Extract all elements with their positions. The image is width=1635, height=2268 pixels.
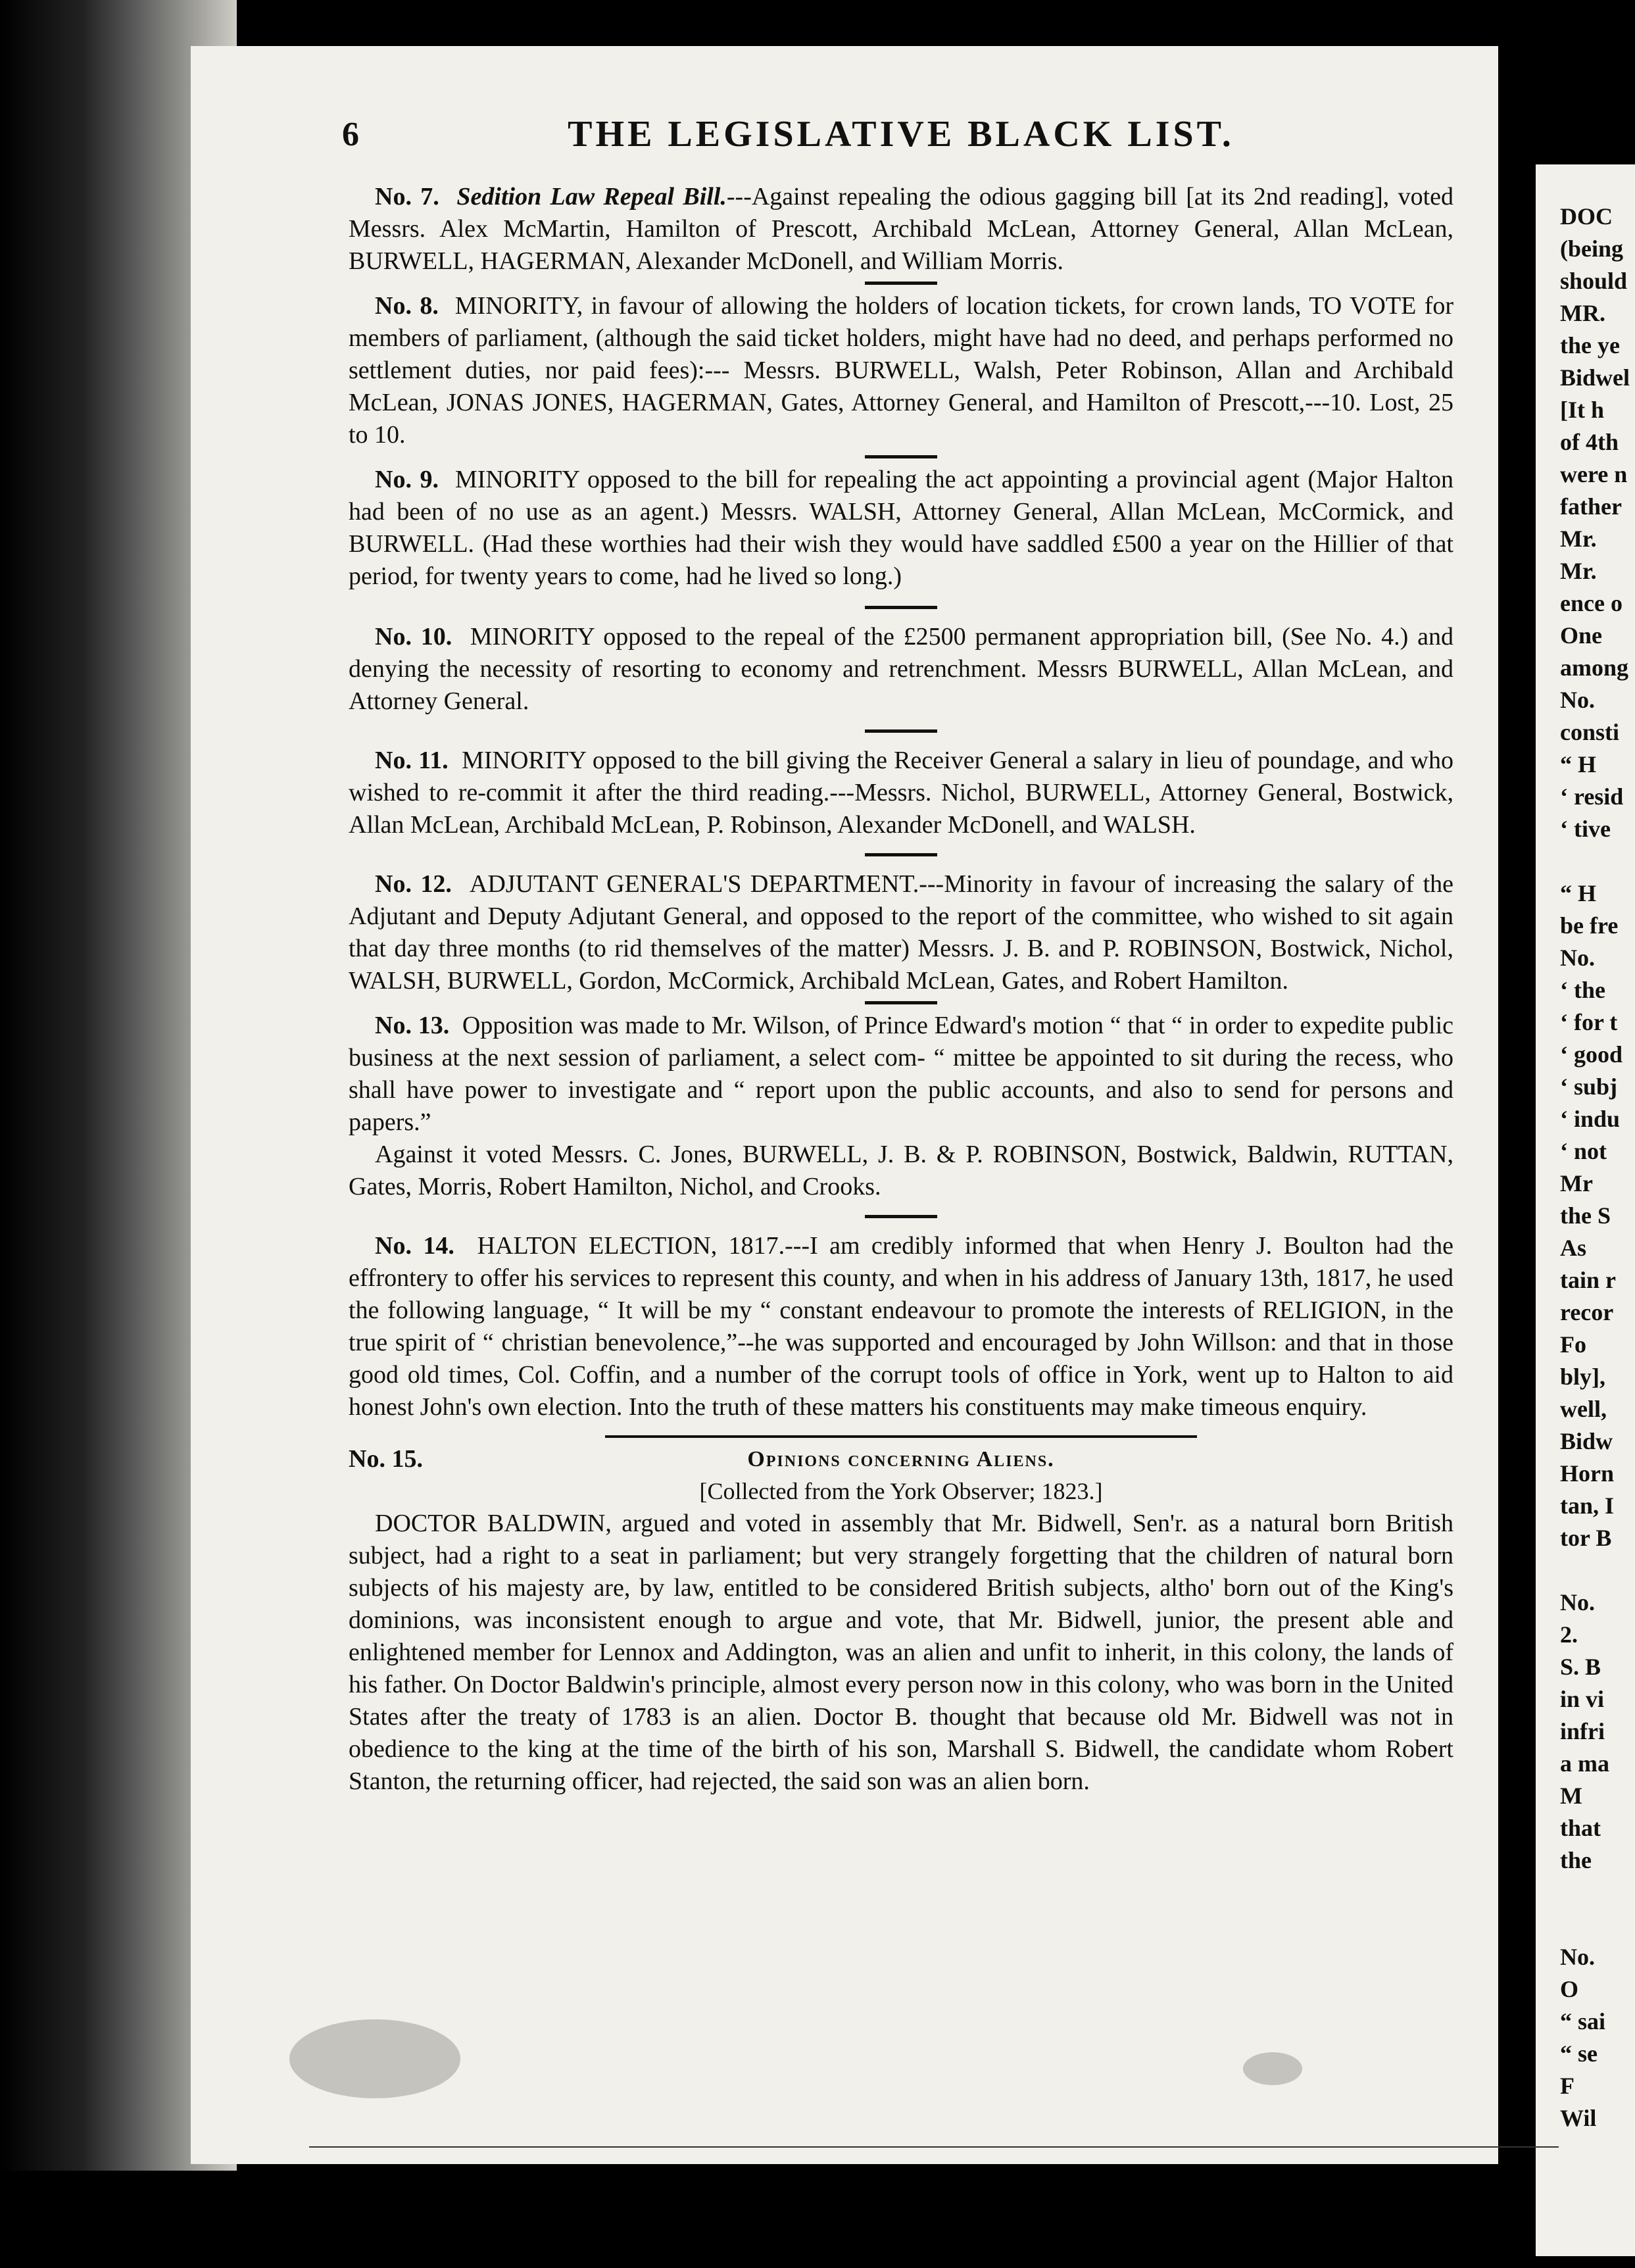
facing-page-fragment: the ye xyxy=(1560,332,1620,358)
entry-no-12 xyxy=(349,868,1453,997)
page-gutter xyxy=(1498,0,1536,2268)
entry-no-10 xyxy=(349,621,1453,718)
facing-page-fragment: “ se xyxy=(1560,2040,1598,2067)
page-header xyxy=(342,114,1453,181)
facing-page-fragment: Bidwel xyxy=(1560,364,1630,391)
facing-page-fragment xyxy=(1560,845,1630,877)
facing-page-fragment: well, xyxy=(1560,1396,1607,1422)
facing-page-fragment: ‘ indu xyxy=(1560,1106,1621,1132)
facing-page-fragment: of 4th xyxy=(1560,429,1619,455)
entry-no-7 xyxy=(349,181,1453,278)
facing-page-fragment: “ H xyxy=(1560,751,1597,777)
facing-page-fragment: the xyxy=(1560,1847,1592,1873)
facing-page-fragment: should xyxy=(1560,268,1628,294)
facing-page-fragment: ‘ resid xyxy=(1560,783,1624,810)
facing-page-fragment: tor B xyxy=(1560,1525,1612,1551)
entry-number: No. 14. xyxy=(375,1232,454,1260)
facing-page-fragment: Bidw xyxy=(1560,1428,1613,1454)
entry-no-15 xyxy=(349,1443,1453,1798)
facing-page-fragment: MR. xyxy=(1560,300,1605,326)
entry-number: No. 12. xyxy=(375,870,452,898)
facing-page-fragment: F xyxy=(1560,2073,1574,2099)
facing-page-fragment: No. xyxy=(1560,945,1595,971)
section-subheading: [Collected from the York Observer; 1823.] xyxy=(699,1478,1103,1504)
facing-page-fragment: bly], xyxy=(1560,1364,1606,1390)
facing-page-fragment: Mr. xyxy=(1560,526,1597,552)
entry-text: HALTON ELECTION, 1817.---I am credibly informed that when Henry J. Boulton had the effrontery to offer his services to represent this county, and when in his address of January 13th, 1817, he used the following language, “ It will be my “ constant endeavour to promote the interests of RELIGION, in the true spirit of “ christian benevolence,”--he was supported and encouraged by John Willson: and that in those good old times, Col. Coffin, and a number of the corrupt tools of office in York, went up to Halton to aid honest John's own election. Into the truth of these matters his constituents may make timeous enquiry. xyxy=(349,1232,1453,1421)
page-number: 6 xyxy=(342,116,359,153)
facing-page-fragment: the S xyxy=(1560,1202,1611,1229)
facing-page-fragment: infri xyxy=(1560,1718,1605,1744)
separator-rule xyxy=(865,1001,937,1004)
facing-page-fragment: consti xyxy=(1560,719,1619,745)
facing-page-fragment: in vi xyxy=(1560,1686,1605,1712)
facing-page-fragment: recor xyxy=(1560,1299,1614,1325)
entry-text: MINORITY opposed to the bill giving the Receiver General a salary in lieu of poundage, and who wished to re-commit it after the third reading.---Messrs. Nichol, BURWELL, Attorney General, Bostwick, Allan McLean, Archibald McLean, P. Robinson, Alexander McDonell, and WALSH. xyxy=(349,747,1454,839)
facing-page-fragment: father xyxy=(1560,493,1622,520)
separator-rule-wide xyxy=(605,1435,1197,1438)
facing-page-fragment: ence o xyxy=(1560,590,1623,616)
entry-text: MINORITY, in favour of allowing the holders of location tickets, for crown lands, TO VOTE for members of parliament, (although the said ticket holders, might have had no deed, and perhaps performed no settlement duties, nor paid fees):--- Messrs. BURWELL, Walsh, Peter Robinson, Allan and Archibald McLean, JONAS JONES, HAGERMAN, Gates, Attorney General, and Hamilton of Prescott,---10. Lost, 25 to 10. xyxy=(349,292,1453,449)
scan-line xyxy=(309,2146,1559,2148)
facing-page-fragment xyxy=(1560,1909,1630,1941)
separator-rule xyxy=(865,606,937,609)
facing-page-fragment: As xyxy=(1560,1235,1587,1261)
facing-page-fragment: among xyxy=(1560,654,1629,681)
facing-page-fragment: No. xyxy=(1560,1589,1595,1615)
facing-page-fragment xyxy=(1560,1877,1630,1909)
facing-page-fragment: “ sai xyxy=(1560,2008,1606,2034)
facing-page-fragment xyxy=(1560,1554,1630,1587)
entry-no-13 xyxy=(349,1010,1453,1203)
facing-page-fragment: DOC xyxy=(1560,203,1613,230)
facing-page-fragment: “ H xyxy=(1560,880,1597,906)
entry-no-9 xyxy=(349,464,1453,593)
facing-page-fragment: were n xyxy=(1560,461,1628,487)
facing-page-fragment: tain r xyxy=(1560,1267,1616,1293)
section-body: DOCTOR BALDWIN, argued and voted in assembly that Mr. Bidwell, Sen'r. as a natural born British subject, had a right to a seat in parliament; but very strangely forgetting that the children of natural born subjects of his majesty are, by law, entitled to be considered British subjects, altho' born out of the King's dominions, was inconsistent enough to argue and vote, that Mr. Bidwell, junior, the present able and enlightened member for Lennox and Addington, was an alien and unfit to inherit, in this colony, the lands of his father. On Doctor Baldwin's principle, almost every person now in this colony, who was born in the United States after the treaty of 1783 is an alien. Doctor B. thought that because old Mr. Bidwell was not in obedience to the king at the time of the birth of his son, Marshall S. Bidwell, the candidate whom Robert Stanton, the returning officer, had rejected, the said son was an alien born. xyxy=(349,1510,1453,1795)
facing-page-fragment: a ma xyxy=(1560,1750,1609,1777)
facing-page-fragment: Fo xyxy=(1560,1331,1586,1358)
facing-page-fragment: ‘ good xyxy=(1560,1041,1623,1068)
entry-number: No. 13. xyxy=(375,1012,450,1039)
entry-text: ---Against repealing the odious gagging bill [at its 2nd reading], voted Messrs. Alex McMartin, Hamilton of Prescott, Archibald McLean, Attorney General, Allan McLean, BURWELL, HAGERMAN, Alexander McDonell, and William Morris. xyxy=(349,183,1453,275)
separator-rule xyxy=(865,282,937,285)
facing-page-fragment: ‘ subj xyxy=(1560,1073,1618,1100)
facing-page-fragment: tan, I xyxy=(1560,1492,1615,1519)
facing-page-fragment: O xyxy=(1560,1976,1579,2002)
entry-number: No. 8. xyxy=(375,292,439,320)
entry-text-continued: Against it voted Messrs. C. Jones, BURWELL, J. B. & P. ROBINSON, Bostwick, Baldwin, RUTTAN, Gates, Morris, Robert Hamilton, Nichol, and Crooks. xyxy=(349,1141,1453,1200)
ink-stain xyxy=(1243,2052,1302,2085)
separator-rule xyxy=(865,853,937,856)
facing-page-fragment: M xyxy=(1560,1783,1582,1809)
facing-page-fragment: Mr. xyxy=(1560,558,1597,584)
facing-page-fragment: Horn xyxy=(1560,1460,1615,1487)
entry-number: No. 10. xyxy=(375,623,452,651)
section-heading: Opinions concerning Aliens. xyxy=(747,1447,1055,1471)
entry-number: No. 15. xyxy=(349,1445,423,1473)
facing-page-fragment: ‘ the xyxy=(1560,977,1605,1003)
facing-page-fragment: No. xyxy=(1560,687,1595,713)
facing-page-column xyxy=(1560,201,1630,2134)
entry-title: Sedition Law Repeal Bill. xyxy=(456,183,727,210)
separator-rule xyxy=(865,455,937,458)
entry-text: Opposition was made to Mr. Wilson, of Prince Edward's motion “ that “ in order to expedite public business at the next session of parliament, a select com- “ mittee be appointed to sit during the recess, who shall have power to investigate and “ report upon the public accounts, and also to send for persons and papers.” xyxy=(349,1012,1454,1136)
facing-page-fragment: ‘ tive xyxy=(1560,816,1611,842)
facing-page-fragment: Wil xyxy=(1560,2105,1597,2131)
entry-no-8 xyxy=(349,290,1453,451)
entry-number: No. 7. xyxy=(375,183,439,210)
ink-stain xyxy=(289,2019,460,2098)
facing-page-fragment: One xyxy=(1560,622,1603,649)
facing-page-fragment: that xyxy=(1560,1815,1601,1841)
entry-no-14 xyxy=(349,1230,1453,1423)
separator-rule xyxy=(865,1215,937,1218)
page-content xyxy=(342,114,1454,1798)
entry-text: ADJUTANT GENERAL'S DEPARTMENT.---Minority in favour of increasing the salary of the Adjutant and Deputy Adjutant General, and opposed to the report of the committee, who wished to sit again that day three months (to rid themselves of the matter) Messrs. J. B. and P. ROBINSON, Bostwick, Nichol, WALSH, BURWELL, Gordon, McCormick, Archibald McLean, Gates, and Robert Hamilton. xyxy=(349,870,1453,995)
facing-page-fragment: [It h xyxy=(1560,397,1605,423)
entry-number: No. 11. xyxy=(375,747,449,774)
entry-no-11 xyxy=(349,745,1453,841)
facing-page-fragment: S. B xyxy=(1560,1654,1601,1680)
facing-page-fragment: (being xyxy=(1560,235,1624,262)
entry-text: MINORITY opposed to the repeal of the £2500 permanent appropriation bill, (See No. 4.) and denying the necessity of resorting to economy and retrenchment. Messrs BURWELL, Allan McLean, and Attorney General. xyxy=(349,623,1453,715)
page-title: THE LEGISLATIVE BLACK LIST. xyxy=(568,114,1234,155)
entry-number: No. 9. xyxy=(375,466,439,493)
facing-page-fragment: 2. xyxy=(1560,1621,1578,1648)
entry-text: MINORITY opposed to the bill for repealing the act appointing a provincial agent (Major Halton had been of no use as an agent.) Messrs. WALSH, Attorney General, Allan McLean, McCormick, and BURWELL. (Had these worthies had their wish they would have saddled £500 a year on the Hillier of that period, for twenty years to come, had he lived so long.) xyxy=(349,466,1453,590)
facing-page-fragment: ‘ not xyxy=(1560,1138,1607,1164)
facing-page-fragment: No. xyxy=(1560,1944,1595,1970)
facing-page-fragment: be fre xyxy=(1560,912,1619,939)
separator-rule xyxy=(865,729,937,733)
facing-page-fragment: Mr xyxy=(1560,1170,1593,1196)
facing-page-fragment: ‘ for t xyxy=(1560,1009,1618,1035)
